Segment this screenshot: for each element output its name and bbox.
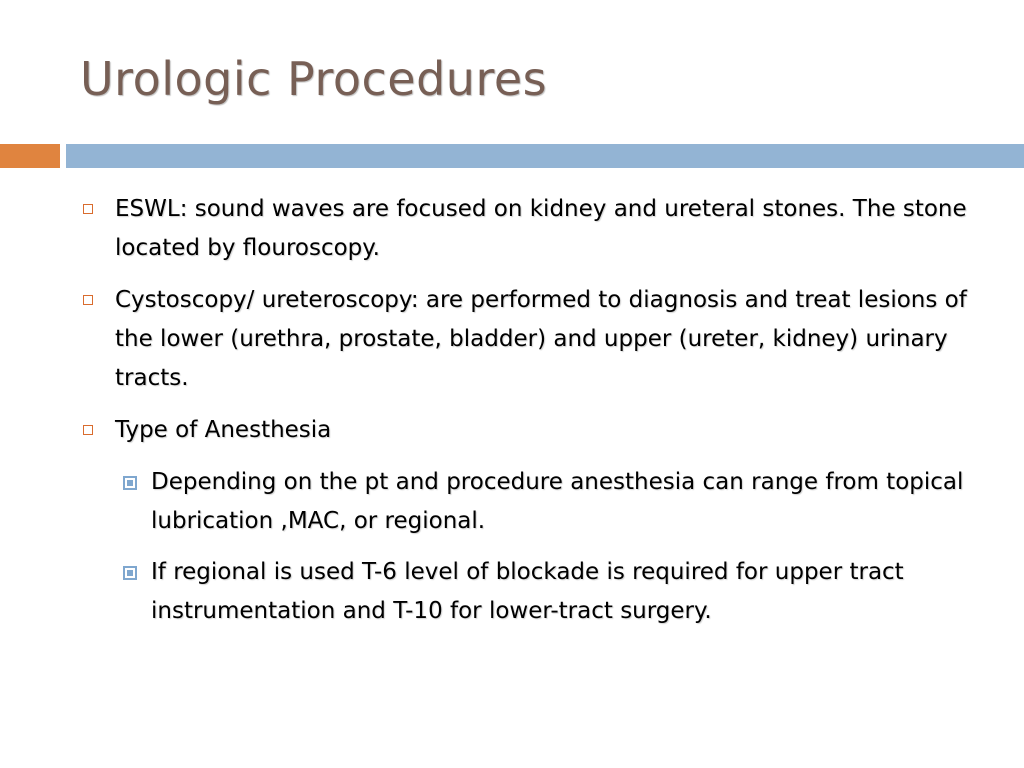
bullet-item [80, 411, 990, 450]
slide-title: Urologic Procedures [80, 52, 548, 106]
square-bullet-icon [83, 204, 93, 214]
bullet-text: Cystoscopy/ ureteroscopy: are performed to diagnosis and treat lesions of the lower (urethra, prostate, bladder) and upper (ureter, kidney) urinary tracts. [115, 287, 967, 391]
bullet-text: Type of Anesthesia [115, 417, 332, 443]
bullet-item [80, 281, 990, 398]
sub-bullet-item [80, 463, 990, 541]
bullet-text: ESWL: sound waves are focused on kidney and ureteral stones. The stone located by flouroscopy. [115, 196, 967, 261]
square-bullet-icon [83, 425, 93, 435]
sub-bullet-item [80, 553, 990, 631]
filled-square-bullet-icon [123, 476, 137, 490]
filled-square-bullet-icon [123, 566, 137, 580]
sub-bullet-text: If regional is used T-6 level of blockade is required for upper tract instrumentation and T-10 for lower-tract surgery. [151, 559, 904, 624]
square-bullet-icon [83, 295, 93, 305]
accent-bar-blue [66, 144, 1024, 168]
sub-bullet-text: Depending on the pt and procedure anesthesia can range from topical lubrication ,MAC, or regional. [151, 469, 964, 534]
accent-bar-orange [0, 144, 60, 168]
bullet-list [80, 190, 990, 643]
bullet-item [80, 190, 990, 268]
